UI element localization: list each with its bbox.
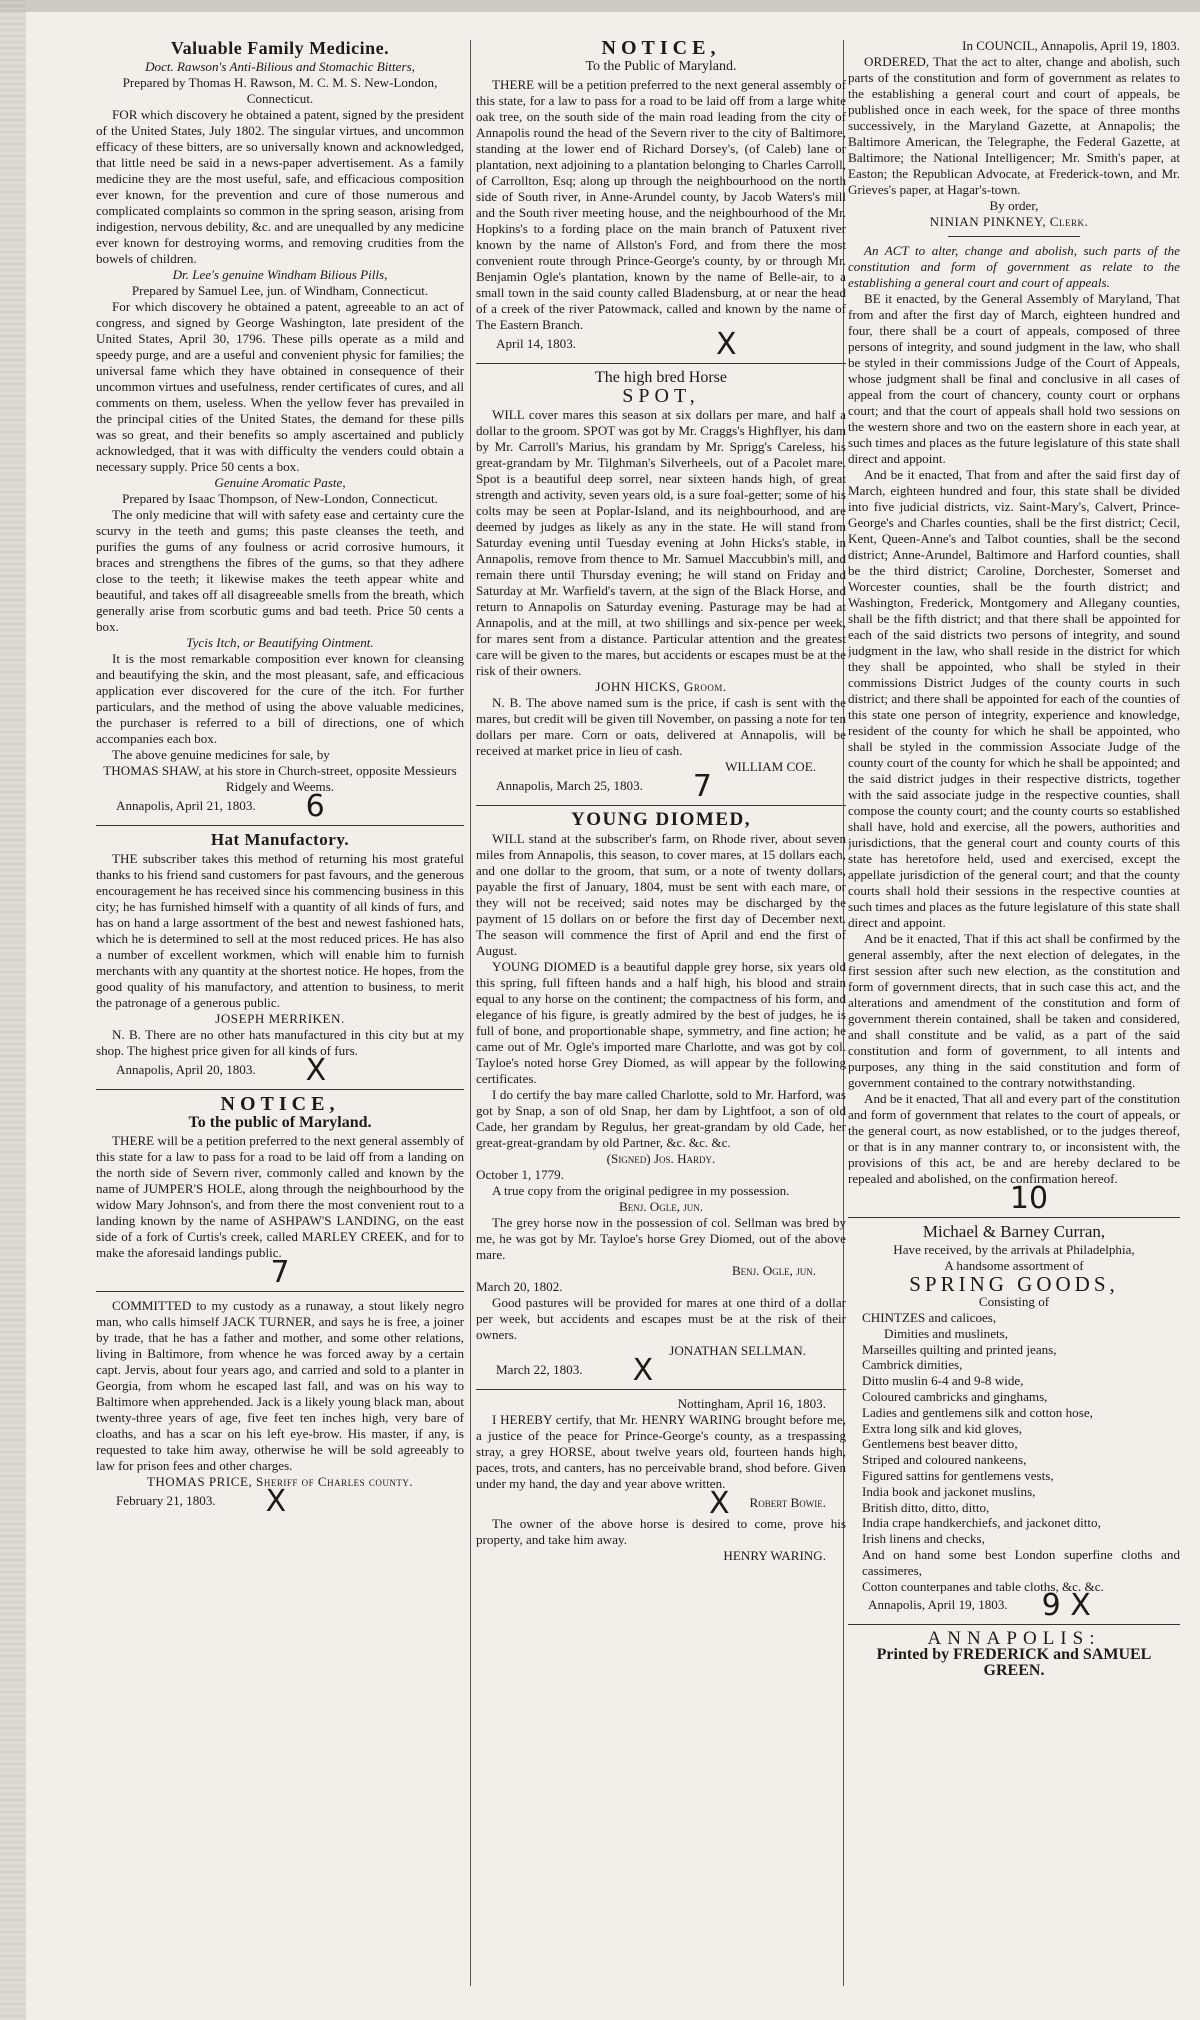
- notice-subtitle: To the Public of Maryland.: [585, 59, 737, 74]
- ad-body: It is the most remarkable composition ever known for cleansing and beautifying the skin, and the most pleasant, safe, and efficacious application ever discovered for the cure of the itch. For further particulars, and the method of using the above valuable medicines, the purchaser is referred to a bill of directions, one of which accompanies each box.: [96, 651, 464, 746]
- list-item: Cotton counterpanes and table cloths, &c. &c.: [862, 1578, 1104, 1594]
- hat-manufactory-advertisement: [96, 830, 464, 1088]
- ad-subtitle: Genuine Aromatic Paste,: [214, 475, 346, 490]
- ad-date-text: Annapolis, April 20, 1803.: [116, 1062, 256, 1077]
- ad-title: Valuable Family Medicine.: [170, 38, 390, 58]
- ad-body: The grey horse now in the possession of col. Sellman was bred by me, he was got by Mr. Tayloe's horse Grey Diomed, out of the above mare.: [476, 1215, 846, 1262]
- ad-body: WILL cover mares this season at six dollars per mare, and half a dollar to the groom. SPOT was got by Mr. Craggs's Highflyer, his dam by Mr. Carroll's Marius, his grandam by Mr. Sprigg's Careless, his great-grandam by Mr. Tilghman's Silverheels, out of a Pacolet mare. Spot is a beautiful deep sorrel, near sixteen hands high, of great strength and activity, seven years old, is a sure foal-getter; some of his colts may be seen at Poplar-Island, and its neighbourhood, and are deemed by judges as likely as any in the state. He will stand from Saturday evening until Tuesday evening at John Hicks's stable, in Annapolis, remove from thence to Mr. Samuel Maccubbin's mill, and remain there until Thursday evening; he will stand on Friday and Saturday at Mr. Warfield's tavern, at the sign of the Black Horse, and return to Annapolis on Saturday evening. Pasturage may be had at Annapolis, and at the mill, at two shillings and six-pence per week, for mares sent from a distance. Particular attention and the greatest care will be given to the mares, but accidents or escapes must be at the risk of their owners.: [476, 407, 846, 678]
- handwritten-mark: X: [265, 1484, 287, 1519]
- ad-date-text: Annapolis, April 21, 1803.: [116, 798, 256, 813]
- ad-signer: JOHN HICKS, Groom.: [595, 679, 727, 694]
- notice-place: Nottingham, April 16, 1803.: [677, 1396, 826, 1411]
- page-top-edge: [0, 0, 1200, 12]
- ad-date: [476, 769, 846, 804]
- ad-body: YOUNG DIOMED is a beautiful dapple grey horse, six years old this spring, full fifteen hands and a half high, his blood and strain equal to any horse on the continent; the compactness of his form, and elegance of his figure, is greatly admired by the best of judges, he is full of bone, and proportionable shape, symmetry, and fine action; he came out of Mr. Ogle's imported mare Charlotte, and was got by col. Tayloe's noted horse Grey Diomed, as will appear by the following certificates.: [476, 959, 846, 1086]
- list-item: India book and jackonet muslins,: [862, 1483, 1036, 1499]
- divider: [476, 805, 846, 806]
- act-title: An ACT to alter, change and abolish, such parts of the constitution and form of government as relate to the establishing a general court and court of appeals.: [848, 243, 1180, 290]
- handwritten-mark: 6: [305, 789, 325, 824]
- ad-title: YOUNG DIOMED,: [571, 809, 751, 830]
- list-item: Marseilles quilting and printed jeans,: [862, 1341, 1057, 1357]
- ad-signer: JONATHAN SELLMAN.: [669, 1343, 806, 1358]
- divider: [476, 363, 846, 364]
- handwritten-mark: 7: [270, 1255, 290, 1290]
- handwritten-mark: 10: [1009, 1181, 1049, 1216]
- ad-seller: THOMAS SHAW, at his store in Church-street, opposite Messieurs Ridgely and Weems.: [103, 763, 457, 794]
- runaway-notice: [96, 1298, 464, 1519]
- handwritten-mark: 7: [692, 769, 713, 804]
- list-item: Coloured cambricks and ginghams,: [862, 1388, 1048, 1404]
- ad-date-text: March 22, 1803.: [496, 1362, 583, 1377]
- column-1: [96, 38, 464, 1996]
- handwritten-mark: X: [632, 1353, 654, 1388]
- act-body: And be it enacted, That from and after the said first day of March, eighteen hundred and four, this state shall be divided into five judicial districts, viz. Saint-Mary's, Calvert, Prince-George's and Charles counties, shall be the first district; Cecil, Kent, Queen-Anne's and Talbot counties, shall be the second district; Anne-Arundel, Baltimore and Harford counties, shall be the third district; Caroline, Dorchester, Somerset and Worcester counties, shall be the fourth district; and Washington, Frederick, Montgomery and Allegany counties, shall be the fifth district; and that there shall be appointed for each of the said districts two persons of integrity, and sound judgment in the law, who shall reside in the district for which they shall be appointed, who shall be styled in their commissions District Judges of the county courts in such district; and there shall be appointed for each of the counties of this state one person of integrity, experience and knowledge, resident of the county for which he shall be appointed, who shall be styled in the commission Associate Judge of the county court of the county for which he shall be appointed; and the said district judges in their respective districts, together with the said associate judge in the respective counties, shall compose the county court; and the county courts so established shall have, hold and exercise, all the powers, authorities and jurisdictions, that the general court and county courts of this state has heretofore held, used and exercised, except the appellate jurisdiction of the general court; and that the county courts shall hold their sessions in the respective counties at such times and places as the future legislature of this state shall direct and appoint.: [848, 467, 1180, 930]
- handwritten-mark: X: [708, 1486, 730, 1521]
- imprint-city: ANNAPOLIS:: [927, 1628, 1101, 1650]
- notice-subtitle: To the public of Maryland.: [188, 1114, 372, 1131]
- young-diomed-advertisement: [476, 809, 846, 1388]
- ad-date-text: Annapolis, March 25, 1803.: [496, 778, 643, 793]
- spring-goods-advertisement: [848, 1222, 1180, 1624]
- act-body: BE it enacted, by the General Assembly of Maryland, That from and after the first day of March, eighteen hundred and four, there shall be a court of appeals, composed of three persons of integrity, and sound judgment in the law, who shall be styled in their commissions Judge of the Court of Appeals, whose judgment shall be final and conclusive in all cases of appeal from the court of chancery, county court or orphans court; and that the court of appeals shall hold two sessions on the western shore and two on the eastern shore in each year, at such times and places as the future legislature of this state shall direct and appoint.: [848, 291, 1180, 466]
- ad-title: The high bred Horse: [595, 369, 727, 386]
- notice-date: [96, 1484, 464, 1519]
- list-item: Extra long silk and kid gloves,: [862, 1420, 1023, 1436]
- order-signer: NINIAN PINKNEY, Clerk.: [929, 214, 1089, 229]
- ad-title: Hat Manufactory.: [210, 830, 350, 849]
- notice-signer: [476, 1486, 846, 1521]
- ad-signer: Benj. Ogle, jun.: [618, 1199, 704, 1214]
- ad-prepared: Prepared by Isaac Thompson, of New-London, Connecticut.: [122, 491, 438, 506]
- notice-body: The owner of the above horse is desired to come, prove his property, and take him away.: [476, 1516, 846, 1547]
- ad-signer: Benj. Ogle, jun.: [731, 1263, 816, 1278]
- road-petition-notice: [476, 38, 846, 362]
- list-item: And on hand some best London superfine cloths and cassimeres,: [862, 1546, 1180, 1578]
- list-item: Dimities and muslinets,: [884, 1325, 1009, 1341]
- ad-title-name: SPOT,: [622, 385, 700, 407]
- ad-body: The only medicine that will with safety ease and certainty cure the scurvy in the teeth and gums; this paste cleanses the teeth, and purifies the gums of any foulness or acrid corrosive humours, it braces and strengthens the fibres of the gums, so that they adhere close to the teeth; it likewise makes the teeth appear white and beautiful, and takes off all disagreeable smells from the breath, which generally arise from scorbutic gums and bad teeth. Price 50 cents a box.: [96, 507, 464, 634]
- notice-date: [476, 327, 846, 362]
- ad-prepared: Prepared by Thomas H. Rawson, M. C. M. S. New-London, Connecticut.: [122, 75, 438, 106]
- order-body: ORDERED, That the act to alter, change and abolish, such parts of the constitution and form of government as relates to the establishing a general court and court of appeals, be published once in each week, for the space of three months successively, in the Maryland Gazette, at Annapolis; the Baltimore American, the Telegraphe, the Federal Gazette, at Baltimore; the National Intelligencer; Mr. Smith's paper, at Easton; the Republican Advocate, at Frederick-town, and Mr. Grieves's paper, at Hagar's-town.: [848, 54, 1180, 197]
- notice-title: NOTICE,: [220, 1093, 340, 1115]
- ad-body: For which discovery he obtained a patent, agreeable to an act of congress, and signed by George Washington, late president of the United States, April 30, 1796. These pills operate as a mild and speedy purge, and are a useful and convenient physic for families; the universal fame which they have obtained in consequence of their uncommon virtues and usefulness, render certificates of cures, and all comments on them, useless. When the yellow fever has prevailed in the principal cities of the United States, the demand for these pills was so great, and their benefits so amply ascertained and publicly acknowledged, that it was with difficulty the venders could obtain a necessary supply. Price 50 cents a box.: [96, 299, 464, 474]
- list-item: Gentlemens best beaver ditto,: [862, 1436, 1018, 1452]
- handwritten-mark: X: [716, 327, 737, 362]
- list-item: Figured sattins for gentlemens vests,: [862, 1467, 1054, 1483]
- notice-signer: THOMAS PRICE, Sheriff of Charles county.: [146, 1474, 414, 1489]
- handwritten-mark: 9 X: [1041, 1588, 1091, 1624]
- ad-body: WILL stand at the subscriber's farm, on Rhode river, about seven miles from Annapolis, this season, to cover mares, at 15 dollars each, and one dollar to the groom, that sum, or a note of twenty dollars, payable the first of January, 1804, must be sent with each mare, or they will not be received; said notes may be discharged by the payment of 15 dollars on or before the first day of December next. The season will commence the first of April and end the first of August.: [476, 831, 846, 958]
- list-item: Ditto muslin 6-4 and 9-8 wide,: [862, 1373, 1024, 1389]
- ad-body: Good pastures will be provided for mares at one third of a dollar per week, but accidents and escapes must be at the risk of their owners.: [476, 1295, 846, 1342]
- ad-date: March 20, 1802.: [476, 1279, 563, 1294]
- ad-date: [476, 1353, 846, 1388]
- printer-imprint: [848, 1628, 1180, 1680]
- list-item: Cambrick dimities,: [862, 1357, 963, 1373]
- ad-title: Michael & Barney Curran,: [922, 1222, 1106, 1241]
- ad-subtitle: Dr. Lee's genuine Windham Bilious Pills,: [172, 267, 388, 282]
- ad-date: [848, 1588, 1180, 1624]
- page-left-edge: [0, 0, 26, 2020]
- divider: [848, 1217, 1180, 1218]
- act-mark-line: [848, 1181, 1180, 1216]
- notice-date-text: February 21, 1803.: [116, 1493, 216, 1508]
- handwritten-mark: X: [305, 1053, 327, 1088]
- ad-line: Have received, by the arrivals at Philadelphia,: [893, 1242, 1135, 1257]
- order-heading: In COUNCIL, Annapolis, April 19, 1803.: [962, 38, 1180, 53]
- ad-signer: WILLIAM COE.: [725, 759, 816, 774]
- list-item: Ladies and gentlemens silk and cotton hose,: [862, 1404, 1093, 1420]
- list-item: CHINTZES and calicoes,: [862, 1310, 997, 1325]
- divider: [476, 1389, 846, 1390]
- notice-date-text: April 14, 1803.: [496, 336, 577, 351]
- ad-nb: N. B. There are no other hats manufactured in this city but at my shop. The highest price given for all kinds of furs.: [96, 1027, 464, 1058]
- ad-body: I do certify the bay mare called Charlotte, sold to Mr. Harford, was got by Snap, a son of old Snap, her dam by Lightfoot, a son of old Cade, her grandam by Regulus, her great-grandam by old Cade, her great-great-grandam by old Partner, &c. &c. &c.: [476, 1087, 846, 1150]
- stray-horse-notice: [476, 1396, 846, 1564]
- ad-date-text: Annapolis, April 19, 1803.: [868, 1597, 1008, 1613]
- ad-line: Consisting of: [978, 1294, 1050, 1309]
- divider: [96, 1291, 464, 1292]
- council-order: [848, 38, 1180, 1216]
- notice-title: NOTICE,: [601, 38, 721, 59]
- notice-signer: HENRY WARING.: [723, 1548, 826, 1563]
- divider: [948, 236, 1081, 237]
- ad-signer: JOSEPH MERRIKEN.: [215, 1011, 345, 1026]
- ad-subtitle: Tycis Itch, or Beautifying Ointment.: [186, 635, 374, 650]
- ad-headline: SPRING GOODS,: [909, 1272, 1119, 1296]
- ad-prepared: Prepared by Samuel Lee, jun. of Windham, Connecticut.: [131, 283, 429, 298]
- ad-date: [96, 1053, 464, 1088]
- ad-signed: (Signed) Jos. Hardy.: [606, 1151, 716, 1166]
- order-by: By order,: [989, 198, 1039, 213]
- notice-body: I HEREBY certify, that Mr. HENRY WARING brought before me, a justice of the peace for Prince-George's county, as a trespassing stray, a grey HORSE, about twelve years old, fourteen hands high, paces, trots, and canters, has no perceivable brand, shod before. Given under my hand, the day and year above written.: [476, 1412, 846, 1491]
- act-body: And be it enacted, That all and every part of the constitution and form of government that relates to the court of appeals, or the general court, as now established, or to the judges thereof, or that is in any manner contrary to, or inconsistent with, the provisions of this act, be and are hereby declared to be repealed and abolished, on the confirmation hereof.: [848, 1091, 1180, 1186]
- notice-body: THERE will be a petition preferred to the next general assembly of this state for a law to pass for a road to be laid off from a landing on the north side of Severn river, commonly called and known by the name of JUMPER'S HOLE, along through the neighbourhood by the widow Mary Johnson's, and from there the most convenient rout to a landing known by the name of ASHPAW'S LANDING, on the east side of a fork of Curtis's creek, called MARLEY CREEK, and for to make the aforesaid landings public.: [96, 1133, 464, 1260]
- notice-signer-text: Robert Bowie.: [749, 1495, 826, 1510]
- divider: [96, 1089, 464, 1090]
- list-item: Striped and coloured nankeens,: [862, 1452, 1027, 1468]
- goods-list: [848, 1310, 1180, 1594]
- road-petition-notice: [96, 1093, 464, 1290]
- list-item: British ditto, ditto, ditto,: [862, 1499, 990, 1515]
- horse-spot-advertisement: [476, 369, 846, 804]
- medicine-advertisement: [96, 38, 464, 824]
- ad-body: FOR which discovery he obtained a patent, signed by the president of the United States, July 1802. The singular virtues, and uncommon efficacy of these bitters, are so universally known and acknowledged, that little need be said in a news-paper advertisement. As a family medicine they are the most useful, safe, and efficacious composition ever known, for the prevention and cure of those numerous and complicated complaints so common in the spring season, arising from indigestion, nervous debility, &c. and are unequalled by any medicine ever known for destroying worms, and removing crudities from the bowels of children.: [96, 107, 464, 266]
- ad-line: A handsome assortment of: [944, 1258, 1084, 1273]
- notice-body: THERE will be a petition preferred to the next general assembly of this state, for a law to pass for a road to be laid off from a large white oak tree, on the south side of the main road leading from the city of Annapolis round the head of the Severn river to the city of Baltimore, standing at the lower end of Richard Dorsey's, (of Caleb) lane or plantation, next adjoining to a plantation belonging to Charles Carroll, of Carrollton, Esq; along up through the neighbourhood on the north side of South river, in Anne-Arundel county, by Jacob Waters's mill and the South river meeting house, and the neighbourhood of the Mr. Hopkins's to a fording place on the main branch of Patuxent river known by the name of Allston's Ford, and from there the most convenient route through Prince-George's county, by or through Mr. Benjamin Ogle's plantation, known by the name of Belle-air, to a small town in the said county called Bladensburg, at or near the head of a creek of the river Patowmack, called and known by the name of The Eastern Branch.: [476, 77, 846, 332]
- column-rule: [470, 40, 471, 1986]
- divider: [96, 825, 464, 826]
- list-item: Irish linens and checks,: [862, 1531, 985, 1547]
- notice-mark-line: [96, 1255, 464, 1290]
- act-body: And be it enacted, That if this act shall be confirmed by the general assembly, after the next election of delegates, in the first session after such new election, as the constitution and form of government directs, that in such case this act, and the alterations and amendment of the constitution and form of government therein contained, shall be taken and considered, and shall constitute and be valid, as a part of the said constitution and form of government, to all intents and purposes, any thing in the said constitution and form of government contained to the contrary notwithstanding.: [848, 931, 1180, 1090]
- column-3: [848, 38, 1180, 1996]
- notice-body: COMMITTED to my custody as a runaway, a stout likely negro man, who calls himself JACK TURNER, and says he is free, a joiner by trade, that he has a father and mother, and some other relations, living in Baltimore, from whence he was forced away by a certain capt. Jervis, about four years ago, and carried and sold to a planter in Georgia, from whom he escaped last fall, and was on his way to Baltimore when apprehended. Jack is a likely young black man, about twenty-three years of age, five feet ten inches high, very bare of cloaths, and has a scar on his left eye-brow. His master, if any, is requested to take him away, otherwise he will be sold agreeably to law for prison fees and other charges.: [96, 1298, 464, 1473]
- ad-nb: N. B. The above named sum is the price, if cash is sent with the mares, but credit will be given till November, on passing a note for ten dollars per mare. Corn or oats, delivered at Annapolis, will be received at market price in lieu of cash.: [476, 695, 846, 758]
- list-item: India crape handkerchiefs, and jackonet ditto,: [862, 1515, 1101, 1531]
- column-2: [476, 38, 846, 1996]
- ad-body: THE subscriber takes this method of returning his most grateful thanks to his friend sand customers for past favours, and the generous encouragement he has received since his commencing business in this city; he has furnished himself with a quantity of all kinds of furs, and has on hand a large assortment of the best and newest fashioned hats, which he is determined to sell at the most reduced prices. He has also a number of excellent workmen, which will enable him to furnish merchants with any quantity at the shortest notice. He hopes, from the good quality of his manufactory, and attention to business, to merit the patronage of a generous public.: [96, 851, 464, 1010]
- ad-body: The above genuine medicines for sale, by: [112, 747, 330, 762]
- ad-body: A true copy from the original pedigree in my possession.: [492, 1183, 790, 1198]
- imprint-printer: Printed by FREDERICK and SAMUEL GREEN.: [876, 1646, 1152, 1680]
- divider: [848, 1624, 1180, 1625]
- ad-date: October 1, 1779.: [476, 1167, 564, 1182]
- ad-date: [96, 789, 464, 824]
- ad-subtitle: Doct. Rawson's Anti-Bilious and Stomachic Bitters,: [145, 59, 415, 74]
